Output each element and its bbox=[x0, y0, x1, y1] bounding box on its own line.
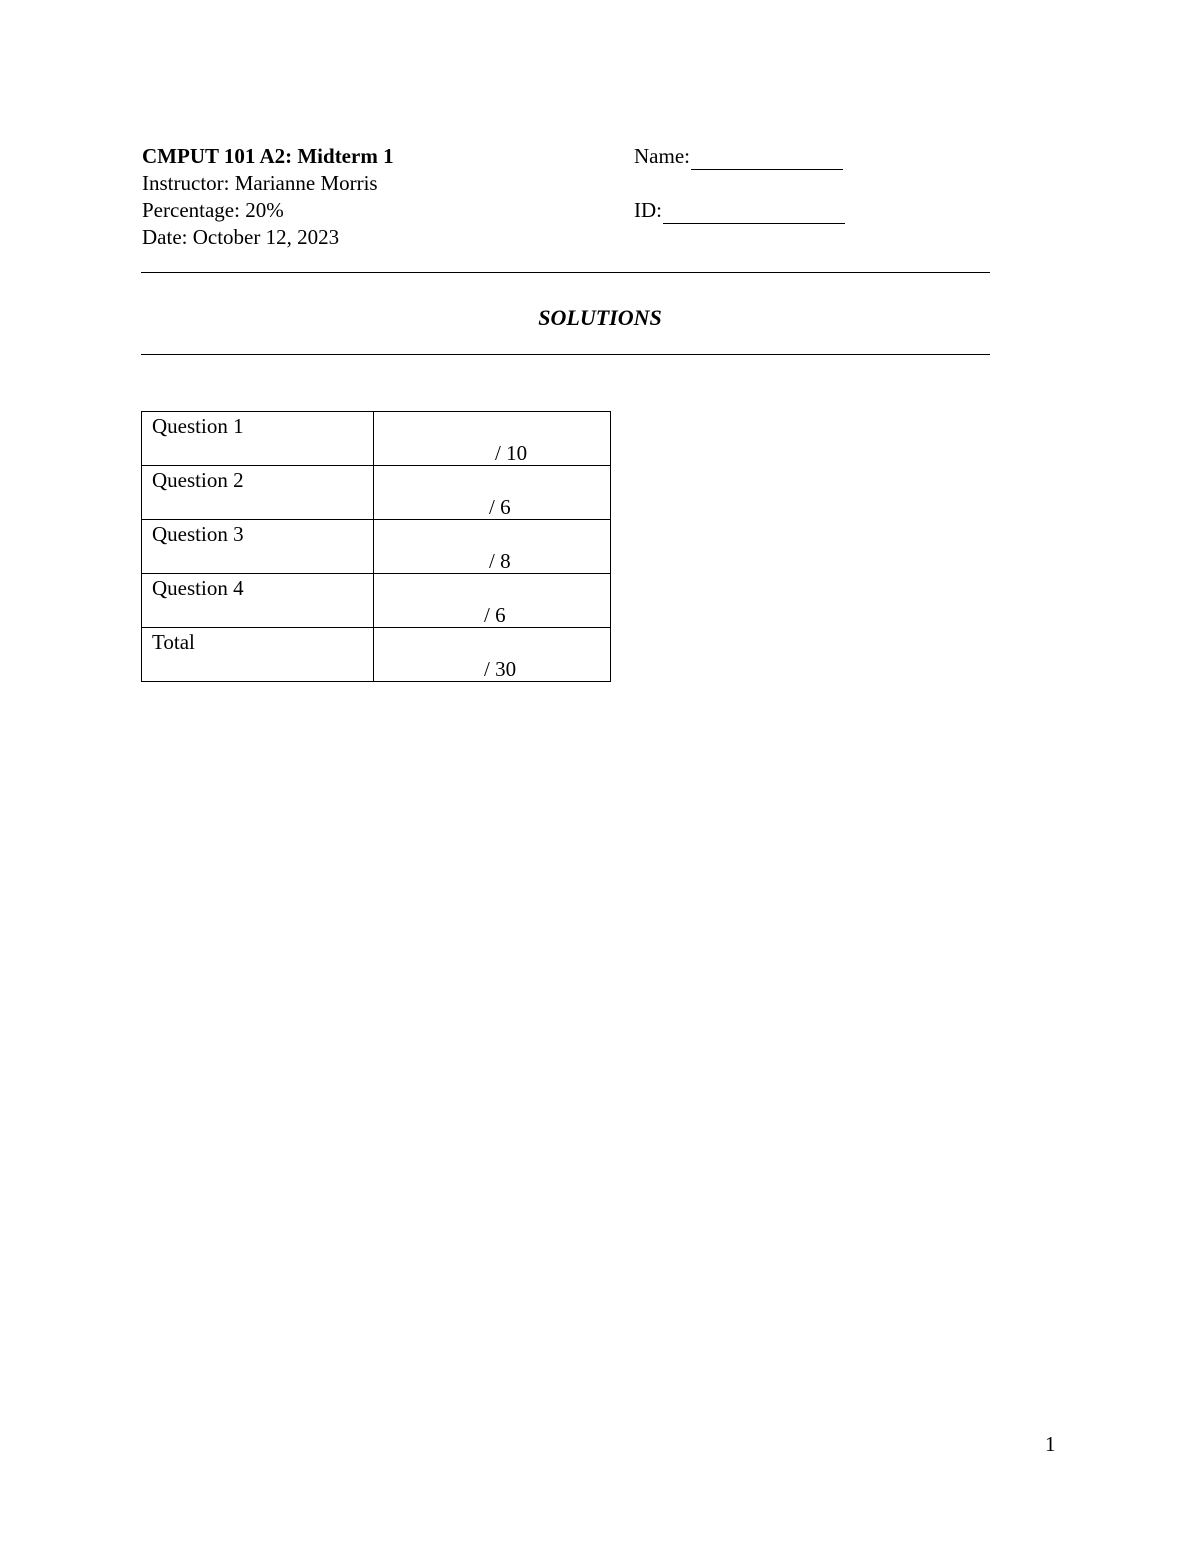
instructor-line: Instructor: Marianne Morris bbox=[142, 171, 378, 195]
row-score: / 10 bbox=[495, 441, 528, 465]
row-score: / 8 bbox=[489, 549, 511, 573]
id-label: ID: bbox=[634, 198, 662, 222]
solutions-heading: SOLUTIONS bbox=[538, 305, 662, 330]
name-field bbox=[634, 143, 845, 170]
id-blank bbox=[663, 203, 845, 224]
id-field bbox=[634, 197, 845, 224]
row-label: Question 1 bbox=[142, 412, 374, 466]
row-label: Question 2 bbox=[142, 466, 374, 520]
row-label: Question 4 bbox=[142, 574, 374, 628]
row-score-cell bbox=[374, 466, 611, 520]
row-score-cell bbox=[374, 628, 611, 682]
percentage-line: Percentage: 20% bbox=[142, 198, 284, 222]
row-score: / 30 bbox=[484, 657, 517, 681]
row-score-cell bbox=[374, 412, 611, 466]
top-divider bbox=[141, 272, 990, 273]
table-row bbox=[142, 574, 611, 628]
row-score: / 6 bbox=[484, 603, 506, 627]
table-row bbox=[142, 520, 611, 574]
student-fields bbox=[634, 143, 845, 224]
row-score-cell bbox=[374, 574, 611, 628]
table-row bbox=[142, 412, 611, 466]
name-blank bbox=[691, 149, 843, 170]
exam-header-info bbox=[142, 143, 394, 251]
table-row bbox=[142, 628, 611, 682]
row-score-cell bbox=[374, 520, 611, 574]
name-label: Name: bbox=[634, 144, 690, 168]
exam-title: CMPUT 101 A2: Midterm 1 bbox=[142, 144, 394, 168]
bottom-divider bbox=[141, 354, 990, 355]
page-number: 1 bbox=[1045, 1432, 1056, 1456]
table-row bbox=[142, 466, 611, 520]
date-line: Date: October 12, 2023 bbox=[142, 225, 340, 249]
row-score: / 6 bbox=[489, 495, 511, 519]
row-label: Question 3 bbox=[142, 520, 374, 574]
score-table bbox=[141, 411, 611, 682]
row-label: Total bbox=[142, 628, 374, 682]
